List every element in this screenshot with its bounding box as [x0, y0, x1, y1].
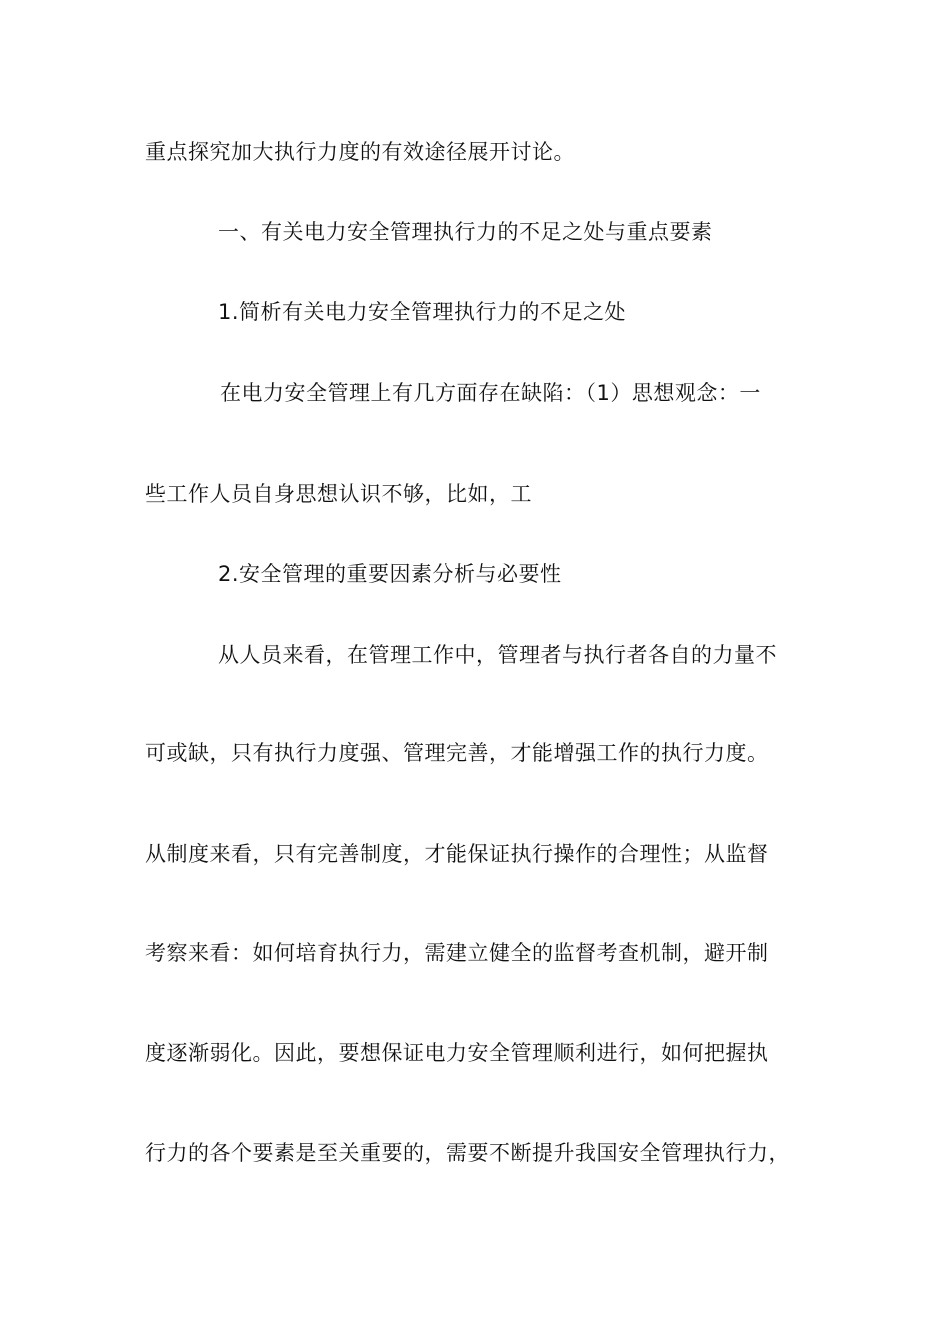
paragraph-line: 行力的各个要素是至关重要的，需要不断提升我国安全管理执行力，: [145, 1141, 790, 1165]
paragraph-line: 可或缺，只有执行力度强、管理完善，才能增强工作的执行力度。: [145, 741, 769, 765]
paragraph-line: 从制度来看，只有完善制度，才能保证执行操作的合理性；从监督: [145, 842, 769, 866]
paragraph-line: 在电力安全管理上有几方面存在缺陷：（1）思想观念：一: [220, 381, 761, 405]
subsection-heading: 1.简析有关电力安全管理执行力的不足之处: [218, 300, 627, 324]
paragraph-line: 些工作人员自身思想认识不够，比如，工: [145, 482, 532, 506]
paragraph-line: 重点探究加大执行力度的有效途径展开讨论。: [145, 140, 575, 164]
paragraph-line: 从人员来看，在管理工作中，管理者与执行者各自的力量不: [218, 643, 777, 667]
section-heading: 一、有关电力安全管理执行力的不足之处与重点要素: [218, 220, 713, 244]
subsection-heading: 2.安全管理的重要因素分析与必要性: [218, 562, 562, 586]
paragraph-line: 考察来看：如何培育执行力，需建立健全的监督考查机制，避开制: [145, 941, 769, 965]
paragraph-line: 度逐渐弱化。因此，要想保证电力安全管理顺利进行，如何把握执: [145, 1041, 769, 1065]
